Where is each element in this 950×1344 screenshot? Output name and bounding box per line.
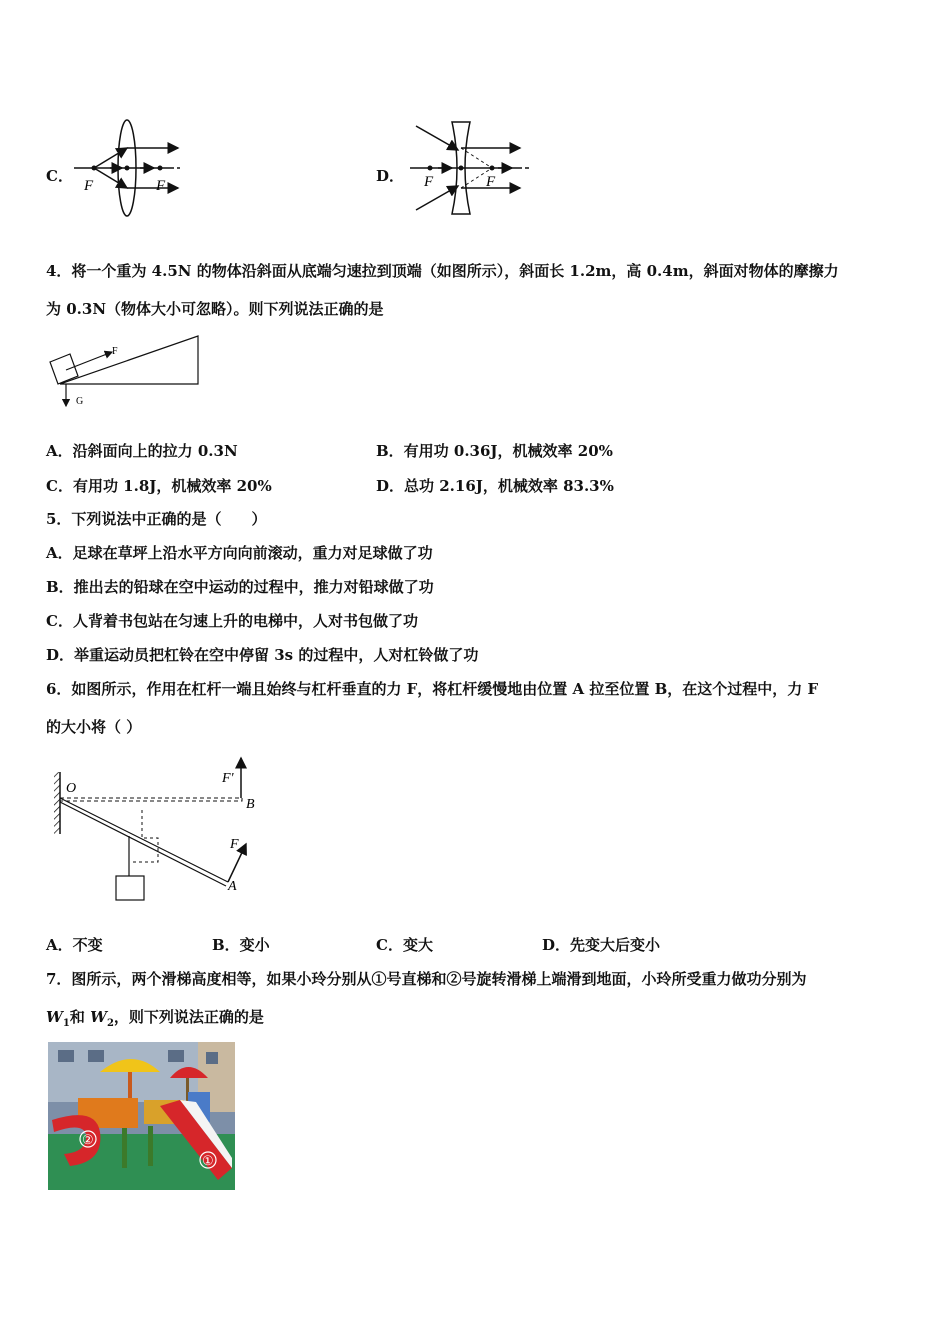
concave-lens-diagram — [408, 118, 538, 218]
force-f-label: F — [230, 837, 239, 852]
q5-stem: 5．下列说法中正确的是（ ） — [46, 510, 267, 528]
q5-option-b[interactable]: B．推出去的铅球在空中运动的过程中，推力对铅球做了功 — [46, 578, 434, 596]
q4-option-d[interactable]: D．总功 2.16J，机械效率 83.3% — [376, 477, 614, 495]
option-c-letter: C． — [46, 167, 73, 185]
q4-stem-line2: 为 0.3N（物体大小可忽略）。则下列说法正确的是 — [46, 300, 384, 318]
q5-option-c[interactable]: C．人背着书包站在匀速上升的电梯中，人对书包做了功 — [46, 612, 418, 630]
incline-diagram — [44, 330, 209, 412]
option-d-letter: D． — [376, 167, 405, 185]
q6-option-d[interactable]: D．先变大后变小 — [542, 936, 661, 954]
q7-stem-line2: $W_1$和 $W_2$，则下列说法正确的是 — [46, 1008, 264, 1029]
q4-option-a[interactable]: A．沿斜面向上的拉力 0.3N — [46, 442, 238, 460]
slide-1-label: ① — [202, 1153, 214, 1168]
q4-option-b[interactable]: B．有用功 0.36J，机械效率 20% — [376, 442, 613, 460]
q5-option-a[interactable]: A．足球在草坪上沿水平方向向前滚动，重力对足球做了功 — [46, 544, 433, 562]
focus-label-right: F — [156, 178, 166, 194]
playground-photo — [48, 1042, 235, 1190]
q6-stem-line2: 的大小将（ ） — [46, 718, 142, 736]
point-a-label: A — [228, 879, 237, 894]
slide-2-label: ② — [82, 1132, 94, 1147]
q4-option-c[interactable]: C．有用功 1.8J，机械效率 20% — [46, 477, 272, 495]
lever-diagram — [50, 752, 265, 904]
point-b-label: B — [246, 797, 255, 812]
q7-stem-line1: 7．图所示，两个滑梯高度相等，如果小玲分别从①号直梯和②号旋转滑梯上端滑到地面，小玲所受重力做功分别为 — [46, 970, 807, 988]
force-label: F — [112, 346, 118, 357]
force-f-prime-label: F' — [222, 771, 234, 786]
q4-stem-line1: 4．将一个重为 4.5N 的物体沿斜面从底端匀速拉到顶端（如图所示），斜面长 1.2m，高 0.4m，斜面对物体的摩擦力 — [46, 262, 839, 280]
q6-stem-line1: 6．如图所示，作用在杠杆一端且始终与杠杆垂直的力 F，将杠杆缓慢地由位置 A 拉至位置 B，在这个过程中，力 F — [46, 680, 819, 698]
gravity-label: G — [76, 396, 84, 407]
q6-option-c[interactable]: C．变大 — [376, 936, 433, 954]
pivot-label: O — [66, 781, 77, 796]
convex-lens-diagram — [70, 116, 185, 224]
focus-label-left: F — [84, 178, 94, 194]
q6-option-b[interactable]: B．变小 — [212, 936, 270, 954]
q5-option-d[interactable]: D．举重运动员把杠铃在空中停留 3s 的过程中，人对杠铃做了功 — [46, 646, 479, 664]
focus-label-left: F — [424, 174, 434, 190]
focus-label-right: F — [486, 174, 496, 190]
q6-option-a[interactable]: A．不变 — [46, 936, 103, 954]
